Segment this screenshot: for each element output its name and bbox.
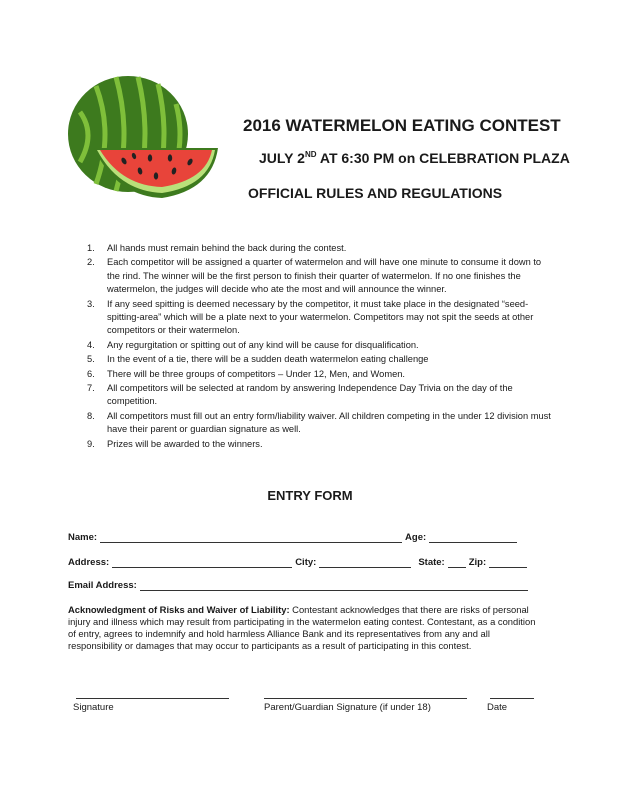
rule-item bbox=[83, 382, 553, 409]
rule-number: 4. bbox=[87, 339, 95, 350]
rule-number: 2. bbox=[87, 257, 95, 268]
address-label: Address: bbox=[68, 557, 110, 568]
liability-waiver bbox=[68, 604, 538, 652]
city-field[interactable] bbox=[319, 558, 411, 568]
city-label: City: bbox=[295, 557, 317, 568]
state-field[interactable] bbox=[448, 558, 466, 568]
zip-field[interactable] bbox=[489, 558, 527, 568]
email-row bbox=[68, 580, 531, 591]
name-age-row bbox=[68, 532, 520, 543]
signature-field[interactable] bbox=[76, 698, 229, 699]
rule-text: All competitors must fill out an entry form/liability waiver. All children competing in the under 12 division must have their parent or guardian signature as well. bbox=[107, 410, 551, 435]
age-label: Age: bbox=[405, 532, 427, 543]
name-field[interactable] bbox=[100, 533, 402, 543]
rule-number: 6. bbox=[87, 368, 95, 379]
email-field[interactable] bbox=[140, 581, 528, 591]
date-field[interactable] bbox=[490, 698, 534, 699]
address-row bbox=[68, 557, 530, 568]
rule-number: 9. bbox=[87, 438, 95, 449]
age-field[interactable] bbox=[429, 533, 517, 543]
event-date-line bbox=[259, 150, 570, 166]
guardian-signature-field[interactable] bbox=[264, 698, 467, 699]
date-suffix: AT 6:30 PM on CELEBRATION PLAZA bbox=[316, 150, 570, 166]
signature-label: Signature bbox=[73, 702, 114, 713]
rule-text: Each competitor will be assigned a quarter of watermelon and will have one minute to consume it down to the rind. The winner will be the first person to finish their quarter of watermelon. If no one finishes the watermelon, the judges will decide who ate the most and will announce the winner. bbox=[107, 257, 542, 295]
state-label: State: bbox=[418, 557, 445, 568]
rule-number: 7. bbox=[87, 383, 95, 394]
rule-number: 1. bbox=[87, 243, 95, 253]
rule-item bbox=[83, 339, 553, 352]
rules-heading: OFFICIAL RULES AND REGULATIONS bbox=[248, 185, 503, 201]
rules-list bbox=[83, 242, 553, 452]
rule-text: All hands must remain behind the back during the contest. bbox=[107, 243, 347, 253]
name-label: Name: bbox=[68, 532, 98, 543]
rule-item bbox=[83, 438, 553, 451]
rule-number: 5. bbox=[87, 354, 95, 365]
waiver-heading: Acknowledgment of Risks and Waiver of Liability: bbox=[68, 604, 290, 615]
rule-item bbox=[83, 368, 553, 381]
zip-label: Zip: bbox=[468, 557, 487, 568]
address-field[interactable] bbox=[112, 558, 292, 568]
rule-text: All competitors will be selected at random by answering Independence Day Trivia on the day of the competition. bbox=[107, 383, 513, 407]
rule-item bbox=[83, 298, 553, 338]
rule-item bbox=[83, 242, 553, 255]
rule-number: 8. bbox=[87, 410, 95, 421]
rule-item bbox=[83, 410, 553, 437]
email-label: Email Address: bbox=[68, 580, 137, 591]
date-superscript: ND bbox=[304, 150, 317, 159]
rule-text: There will be three groups of competitors – Under 12, Men, and Women. bbox=[107, 368, 405, 379]
watermelon-icon bbox=[66, 72, 226, 212]
rule-text: In the event of a tie, there will be a sudden death watermelon eating challenge bbox=[107, 354, 429, 365]
entry-form-heading: ENTRY FORM bbox=[267, 488, 353, 503]
rule-item bbox=[83, 256, 553, 296]
waiver-text: Contestant acknowledges that there are risks of personal injury and illness which may result from participating in the watermelon eating contest. Contestant, as a condition of entry, agrees to indemnify and hold harmless Alliance Bank and its representatives from any and all responsibility or damages that may occur to participants as a result of participating in this contest. bbox=[68, 604, 536, 651]
date-prefix: JULY 2 bbox=[259, 150, 305, 166]
page-title: 2016 WATERMELON EATING CONTEST bbox=[243, 116, 561, 135]
rule-text: Prizes will be awarded to the winners. bbox=[107, 438, 263, 449]
guardian-signature-label: Parent/Guardian Signature (if under 18) bbox=[264, 702, 431, 713]
rule-text: If any seed spitting is deemed necessary by the competitor, it must take place in the designated “seed-spitting-area” which will be a plate next to your watermelon. Competitors may not spit the seeds at other competitors or their watermelon. bbox=[107, 298, 534, 336]
rule-text: Any regurgitation or spitting out of any kind will be cause for disqualification. bbox=[107, 339, 419, 350]
rule-item bbox=[83, 353, 553, 366]
date-label: Date bbox=[487, 702, 508, 713]
rule-number: 3. bbox=[87, 298, 95, 309]
